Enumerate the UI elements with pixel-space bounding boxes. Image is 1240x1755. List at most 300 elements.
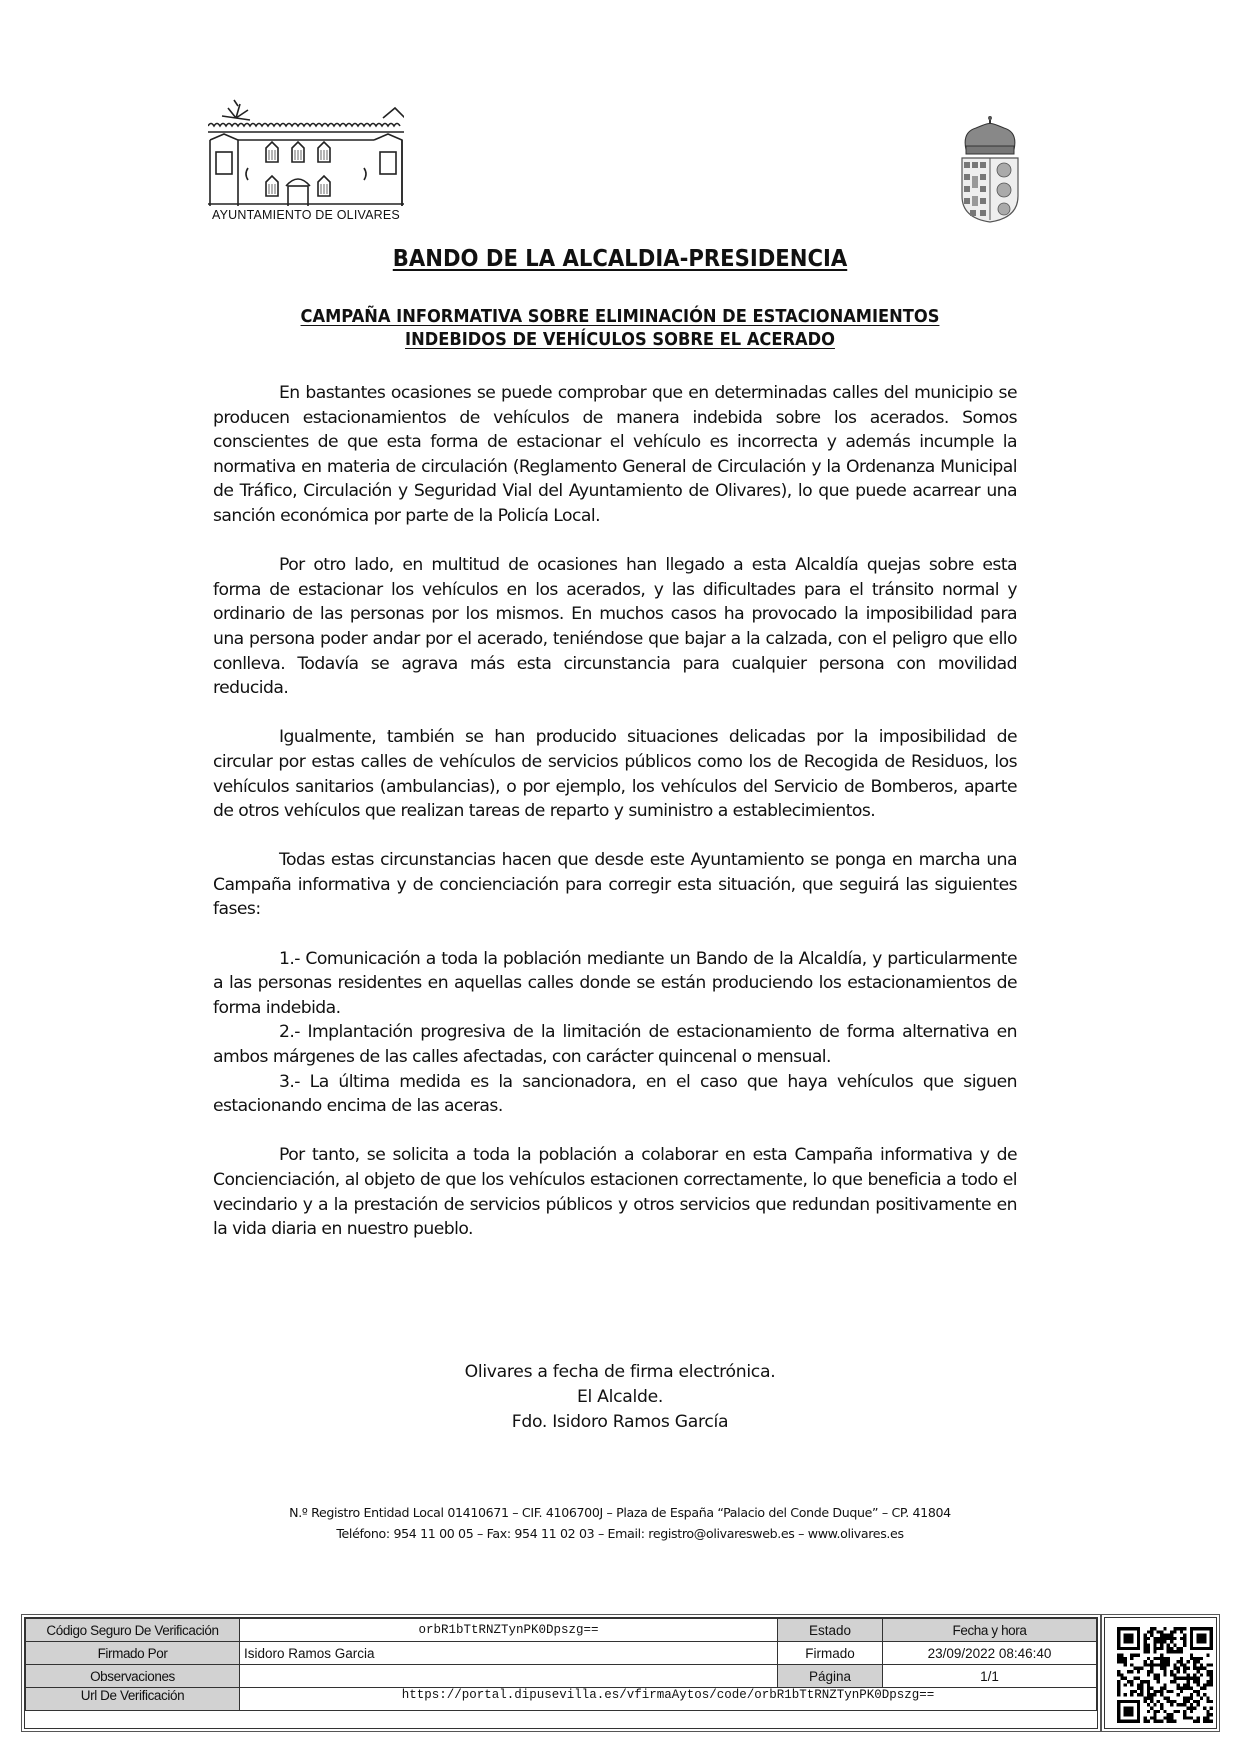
- qr-module: [1183, 1697, 1186, 1700]
- qr-module: [1183, 1677, 1186, 1680]
- qr-module: [1117, 1647, 1120, 1650]
- qr-module: [1124, 1657, 1127, 1660]
- qr-module: [1153, 1644, 1156, 1647]
- qr-module: [1127, 1627, 1130, 1630]
- qr-module: [1127, 1640, 1130, 1643]
- qr-module: [1177, 1693, 1180, 1696]
- qr-module: [1206, 1670, 1209, 1673]
- qr-module: [1183, 1687, 1186, 1690]
- qr-module: [1167, 1700, 1170, 1703]
- qr-module: [1130, 1627, 1133, 1630]
- qr-module: [1150, 1634, 1153, 1637]
- qr-module: [1170, 1640, 1173, 1643]
- qr-module: [1160, 1667, 1163, 1670]
- qr-module: [1210, 1670, 1213, 1673]
- qr-module: [1117, 1703, 1120, 1706]
- firmado-por-value: Isidoro Ramos Garcia: [240, 1642, 778, 1665]
- qr-module: [1150, 1697, 1153, 1700]
- qr-module: [1124, 1710, 1127, 1713]
- csv-label: Código Seguro De Verificación: [26, 1619, 240, 1642]
- qr-module: [1147, 1657, 1150, 1660]
- institution-name: AYUNTAMIENTO DE OLIVARES: [212, 208, 400, 222]
- qr-module: [1117, 1700, 1120, 1703]
- phase-item: 2.- Implantación progresiva de la limitación de estacionamiento de forma alternativa en ambos márgenes de las calles afectadas, con carácter quincenal o mensual.: [213, 1022, 1017, 1068]
- qr-module: [1137, 1716, 1140, 1719]
- qr-module: [1180, 1630, 1183, 1633]
- qr-module: [1167, 1644, 1170, 1647]
- qr-module: [1140, 1693, 1143, 1696]
- qr-module: [1196, 1683, 1199, 1686]
- qr-module: [1167, 1690, 1170, 1693]
- qr-module: [1127, 1647, 1130, 1650]
- qr-module: [1127, 1710, 1130, 1713]
- qr-module: [1180, 1657, 1183, 1660]
- qr-module: [1147, 1683, 1150, 1686]
- qr-module: [1193, 1657, 1196, 1660]
- qr-module: [1180, 1663, 1183, 1666]
- qr-module: [1143, 1647, 1146, 1650]
- qr-module: [1153, 1657, 1156, 1660]
- qr-module: [1190, 1627, 1193, 1630]
- qr-module: [1124, 1706, 1127, 1709]
- qr-module: [1187, 1677, 1190, 1680]
- qr-module: [1200, 1657, 1203, 1660]
- qr-module: [1170, 1716, 1173, 1719]
- subtitle-line: INDEBIDOS DE VEHÍCULOS SOBRE EL ACERADO: [405, 330, 835, 350]
- qr-module: [1193, 1720, 1196, 1723]
- qr-module: [1140, 1683, 1143, 1686]
- qr-module: [1167, 1663, 1170, 1666]
- fecha-value: 23/09/2022 08:46:40: [883, 1642, 1097, 1665]
- qr-module: [1160, 1720, 1163, 1723]
- qr-module: [1163, 1687, 1166, 1690]
- qr-module: [1167, 1657, 1170, 1660]
- signer-role: El Alcalde.: [576, 1386, 664, 1407]
- qr-module: [1117, 1634, 1120, 1637]
- qr-module: [1130, 1713, 1133, 1716]
- qr-module: [1120, 1653, 1123, 1656]
- qr-module: [1130, 1637, 1133, 1640]
- qr-module: [1124, 1627, 1127, 1630]
- qr-module: [1183, 1713, 1186, 1716]
- qr-module: [1143, 1634, 1146, 1637]
- qr-module: [1200, 1697, 1203, 1700]
- qr-module: [1153, 1693, 1156, 1696]
- qr-module: [1147, 1630, 1150, 1633]
- qr-module: [1167, 1697, 1170, 1700]
- qr-module: [1190, 1644, 1193, 1647]
- paragraph: Todas estas circunstancias hacen que desde este Ayuntamiento se ponga en marcha una Campaña informativa y de concienciación para corregir esta situación, que seguirá las siguientes fases:: [213, 850, 1017, 920]
- firmado-por-label: Firmado Por: [26, 1642, 240, 1665]
- qr-module: [1117, 1710, 1120, 1713]
- qr-module: [1160, 1687, 1163, 1690]
- qr-module: [1147, 1650, 1150, 1653]
- qr-module: [1147, 1670, 1150, 1673]
- phase-item: 1.- Comunicación a toda la población mediante un Bando de la Alcaldía, y particularmente a las personas residentes en aquellas calles donde se están produciendo los estacionamientos de forma indebida.: [213, 948, 1017, 1018]
- estado-label: Estado: [778, 1619, 883, 1642]
- qr-module: [1183, 1670, 1186, 1673]
- qr-module: [1150, 1663, 1153, 1666]
- qr-module: [1180, 1687, 1183, 1690]
- qr-module: [1153, 1713, 1156, 1716]
- qr-module: [1134, 1627, 1137, 1630]
- qr-module: [1157, 1637, 1160, 1640]
- qr-module: [1170, 1650, 1173, 1653]
- qr-module: [1180, 1637, 1183, 1640]
- qr-module: [1137, 1667, 1140, 1670]
- qr-module: [1163, 1697, 1166, 1700]
- qr-module: [1117, 1637, 1120, 1640]
- qr-module: [1206, 1716, 1209, 1719]
- qr-module: [1143, 1700, 1146, 1703]
- qr-module: [1163, 1637, 1166, 1640]
- qr-module: [1177, 1650, 1180, 1653]
- town-hall-building-icon: [208, 96, 404, 206]
- qr-module: [1143, 1716, 1146, 1719]
- qr-module: [1173, 1627, 1176, 1630]
- qr-module: [1130, 1690, 1133, 1693]
- qr-module: [1163, 1634, 1166, 1637]
- csv-value: orbR1bTtRNZTynPK0Dpszg==: [240, 1619, 778, 1642]
- qr-module: [1120, 1700, 1123, 1703]
- qr-module: [1160, 1660, 1163, 1663]
- qr-module: [1150, 1667, 1153, 1670]
- verification-table: [25, 1618, 1097, 1711]
- qr-module: [1130, 1653, 1133, 1656]
- qr-module: [1117, 1683, 1120, 1686]
- qr-module: [1117, 1690, 1120, 1693]
- phase-item: 3.- La última medida es la sancionadora, en el caso que haya vehículos que siguen estacionando encima de las aceras.: [213, 1071, 1017, 1117]
- qr-module: [1153, 1720, 1156, 1723]
- qr-module: [1130, 1647, 1133, 1650]
- qr-module: [1183, 1644, 1186, 1647]
- qr-module: [1203, 1640, 1206, 1643]
- qr-module: [1117, 1627, 1120, 1630]
- qr-module: [1206, 1680, 1209, 1683]
- contact-line: Teléfono: 954 11 00 05 – Fax: 954 11 02 03 – Email: registro@olivaresweb.es – www.olivares.es: [336, 1526, 904, 1541]
- qr-module: [1206, 1683, 1209, 1686]
- qr-module: [1210, 1644, 1213, 1647]
- qr-module: [1177, 1660, 1180, 1663]
- qr-module: [1206, 1710, 1209, 1713]
- qr-module: [1196, 1690, 1199, 1693]
- qr-module: [1127, 1700, 1130, 1703]
- qr-module: [1130, 1710, 1133, 1713]
- qr-module: [1147, 1673, 1150, 1676]
- qr-module: [1117, 1630, 1120, 1633]
- qr-module: [1134, 1677, 1137, 1680]
- qr-module: [1143, 1650, 1146, 1653]
- qr-module: [1170, 1637, 1173, 1640]
- qr-module: [1147, 1680, 1150, 1683]
- qr-module: [1167, 1713, 1170, 1716]
- qr-module: [1210, 1640, 1213, 1643]
- town-hall-logo: [208, 96, 404, 226]
- qr-module: [1167, 1716, 1170, 1719]
- qr-module: [1173, 1700, 1176, 1703]
- qr-module: [1180, 1627, 1183, 1630]
- qr-module: [1124, 1647, 1127, 1650]
- qr-module: [1200, 1637, 1203, 1640]
- qr-module: [1180, 1647, 1183, 1650]
- qr-module: [1193, 1700, 1196, 1703]
- qr-module: [1150, 1660, 1153, 1663]
- qr-module: [1187, 1687, 1190, 1690]
- qr-module: [1130, 1720, 1133, 1723]
- qr-module: [1153, 1690, 1156, 1693]
- qr-module: [1157, 1640, 1160, 1643]
- qr-module: [1190, 1640, 1193, 1643]
- qr-module: [1134, 1700, 1137, 1703]
- qr-module: [1173, 1677, 1176, 1680]
- verification-url[interactable]: https://portal.dipusevilla.es/vfirmaAytos/code/orbR1bTtRNZTynPK0Dpszg==: [240, 1688, 1097, 1711]
- qr-module: [1147, 1647, 1150, 1650]
- qr-module: [1163, 1710, 1166, 1713]
- qr-module: [1147, 1690, 1150, 1693]
- qr-module: [1183, 1634, 1186, 1637]
- qr-module: [1183, 1667, 1186, 1670]
- qr-module: [1210, 1720, 1213, 1723]
- qr-module: [1163, 1667, 1166, 1670]
- qr-module: [1124, 1677, 1127, 1680]
- qr-module: [1180, 1690, 1183, 1693]
- qr-module: [1153, 1663, 1156, 1666]
- qr-module: [1147, 1663, 1150, 1666]
- qr-module: [1187, 1680, 1190, 1683]
- qr-module: [1137, 1637, 1140, 1640]
- qr-module: [1124, 1683, 1127, 1686]
- qr-module: [1183, 1700, 1186, 1703]
- qr-module: [1117, 1653, 1120, 1656]
- qr-module: [1190, 1657, 1193, 1660]
- qr-module: [1196, 1627, 1199, 1630]
- qr-module: [1206, 1627, 1209, 1630]
- qr-module: [1190, 1706, 1193, 1709]
- qr-module: [1134, 1690, 1137, 1693]
- qr-module: [1193, 1690, 1196, 1693]
- qr-module: [1120, 1647, 1123, 1650]
- qr-module: [1157, 1690, 1160, 1693]
- qr-module: [1196, 1637, 1199, 1640]
- qr-module: [1183, 1637, 1186, 1640]
- qr-module: [1183, 1703, 1186, 1706]
- qr-module: [1210, 1713, 1213, 1716]
- qr-module: [1130, 1657, 1133, 1660]
- qr-module: [1170, 1647, 1173, 1650]
- qr-module: [1190, 1653, 1193, 1656]
- qr-module: [1120, 1657, 1123, 1660]
- qr-module: [1117, 1657, 1120, 1660]
- qr-module: [1190, 1710, 1193, 1713]
- qr-module: [1203, 1683, 1206, 1686]
- qr-module: [1180, 1650, 1183, 1653]
- qr-module: [1153, 1637, 1156, 1640]
- qr-module: [1196, 1667, 1199, 1670]
- qr-module: [1183, 1640, 1186, 1643]
- qr-module: [1177, 1677, 1180, 1680]
- qr-module: [1150, 1630, 1153, 1633]
- qr-module: [1137, 1644, 1140, 1647]
- qr-module: [1137, 1670, 1140, 1673]
- qr-module: [1187, 1697, 1190, 1700]
- qr-module: [1124, 1693, 1127, 1696]
- qr-module: [1177, 1667, 1180, 1670]
- qr-module: [1157, 1710, 1160, 1713]
- qr-code-icon[interactable]: [1117, 1627, 1213, 1723]
- qr-module: [1134, 1653, 1137, 1656]
- qr-module: [1127, 1720, 1130, 1723]
- qr-module: [1124, 1720, 1127, 1723]
- qr-module: [1160, 1644, 1163, 1647]
- qr-module: [1117, 1680, 1120, 1683]
- qr-module: [1190, 1677, 1193, 1680]
- subtitle-line: CAMPAÑA INFORMATIVA SOBRE ELIMINACIÓN DE ESTACIONAMIENTOS: [300, 307, 940, 327]
- place-date: Olivares a fecha de firma electrónica.: [464, 1362, 776, 1382]
- qr-module: [1143, 1660, 1146, 1663]
- qr-module: [1206, 1663, 1209, 1666]
- qr-module: [1200, 1640, 1203, 1643]
- qr-module: [1203, 1693, 1206, 1696]
- qr-module: [1180, 1703, 1183, 1706]
- signature-block: [0, 1360, 1240, 1434]
- qr-module: [1170, 1703, 1173, 1706]
- qr-module: [1130, 1700, 1133, 1703]
- qr-module: [1150, 1693, 1153, 1696]
- qr-module: [1203, 1637, 1206, 1640]
- qr-module: [1137, 1687, 1140, 1690]
- qr-module: [1137, 1720, 1140, 1723]
- qr-module: [1150, 1670, 1153, 1673]
- qr-module: [1170, 1670, 1173, 1673]
- qr-module: [1140, 1667, 1143, 1670]
- qr-module: [1130, 1706, 1133, 1709]
- qr-module: [1160, 1663, 1163, 1666]
- qr-module: [1190, 1697, 1193, 1700]
- qr-module: [1153, 1650, 1156, 1653]
- qr-module: [1177, 1710, 1180, 1713]
- qr-module: [1153, 1627, 1156, 1630]
- qr-module: [1140, 1680, 1143, 1683]
- qr-module: [1147, 1644, 1150, 1647]
- qr-module: [1150, 1627, 1153, 1630]
- qr-module: [1200, 1667, 1203, 1670]
- qr-module: [1143, 1640, 1146, 1643]
- qr-module: [1200, 1634, 1203, 1637]
- qr-module: [1187, 1660, 1190, 1663]
- qr-module: [1157, 1630, 1160, 1633]
- pagina-label: Página: [778, 1665, 883, 1688]
- qr-module: [1210, 1677, 1213, 1680]
- qr-module: [1147, 1687, 1150, 1690]
- qr-module: [1196, 1660, 1199, 1663]
- qr-module: [1134, 1667, 1137, 1670]
- qr-module: [1196, 1700, 1199, 1703]
- qr-module: [1160, 1693, 1163, 1696]
- qr-module: [1160, 1647, 1163, 1650]
- qr-module: [1124, 1640, 1127, 1643]
- qr-module: [1124, 1634, 1127, 1637]
- qr-module: [1190, 1716, 1193, 1719]
- qr-module: [1140, 1690, 1143, 1693]
- observaciones-label: Observaciones: [26, 1665, 240, 1688]
- qr-module: [1117, 1644, 1120, 1647]
- qr-module: [1167, 1660, 1170, 1663]
- qr-module: [1157, 1657, 1160, 1660]
- qr-module: [1203, 1647, 1206, 1650]
- qr-module: [1187, 1716, 1190, 1719]
- qr-module: [1183, 1627, 1186, 1630]
- qr-module: [1193, 1680, 1196, 1683]
- qr-module: [1167, 1720, 1170, 1723]
- qr-module: [1173, 1644, 1176, 1647]
- qr-module: [1193, 1627, 1196, 1630]
- qr-module: [1137, 1640, 1140, 1643]
- qr-module: [1200, 1673, 1203, 1676]
- qr-module: [1137, 1706, 1140, 1709]
- qr-module: [1203, 1706, 1206, 1709]
- qr-module: [1137, 1700, 1140, 1703]
- qr-module: [1210, 1627, 1213, 1630]
- qr-module: [1137, 1683, 1140, 1686]
- qr-module: [1206, 1720, 1209, 1723]
- qr-module: [1127, 1670, 1130, 1673]
- qr-module: [1157, 1677, 1160, 1680]
- qr-module: [1196, 1680, 1199, 1683]
- qr-module: [1160, 1703, 1163, 1706]
- qr-module: [1196, 1657, 1199, 1660]
- document-subtitle: [43, 306, 1196, 352]
- qr-module: [1196, 1647, 1199, 1650]
- qr-module: [1200, 1647, 1203, 1650]
- qr-module: [1210, 1663, 1213, 1666]
- qr-module: [1193, 1660, 1196, 1663]
- qr-module: [1163, 1673, 1166, 1676]
- qr-module: [1124, 1700, 1127, 1703]
- qr-module: [1173, 1650, 1176, 1653]
- coat-of-arms-icon: [958, 112, 1022, 224]
- qr-module: [1206, 1713, 1209, 1716]
- qr-module: [1187, 1673, 1190, 1676]
- qr-module: [1143, 1720, 1146, 1723]
- qr-module: [1193, 1667, 1196, 1670]
- qr-module: [1143, 1644, 1146, 1647]
- qr-module: [1187, 1700, 1190, 1703]
- qr-module: [1200, 1663, 1203, 1666]
- qr-module: [1167, 1637, 1170, 1640]
- document-title: BANDO DE LA ALCALDIA-PRESIDENCIA: [392, 246, 848, 272]
- qr-module: [1160, 1640, 1163, 1643]
- qr-module: [1153, 1710, 1156, 1713]
- qr-module: [1193, 1677, 1196, 1680]
- qr-module: [1170, 1630, 1173, 1633]
- qr-module: [1196, 1703, 1199, 1706]
- qr-module: [1187, 1667, 1190, 1670]
- qr-module: [1190, 1647, 1193, 1650]
- closing-paragraph: Por tanto, se solicita a toda la población a colaborar en esta Campaña informativa y de Concienciación, al objeto de que los vehículos estacionen correctamente, lo que beneficia a todo el vecindario y a la prestación de servicios públicos y otros servicios que redundan positivamente en la vida diaria en nuestro pueblo.: [213, 1145, 1017, 1240]
- qr-module: [1117, 1670, 1120, 1673]
- qr-module: [1137, 1710, 1140, 1713]
- verification-panel: [21, 1614, 1101, 1732]
- qr-module: [1143, 1663, 1146, 1666]
- qr-module: [1150, 1700, 1153, 1703]
- qr-module: [1160, 1706, 1163, 1709]
- qr-module: [1173, 1673, 1176, 1676]
- qr-module: [1170, 1680, 1173, 1683]
- qr-module: [1117, 1720, 1120, 1723]
- qr-module: [1163, 1660, 1166, 1663]
- qr-module: [1196, 1640, 1199, 1643]
- qr-module: [1130, 1670, 1133, 1673]
